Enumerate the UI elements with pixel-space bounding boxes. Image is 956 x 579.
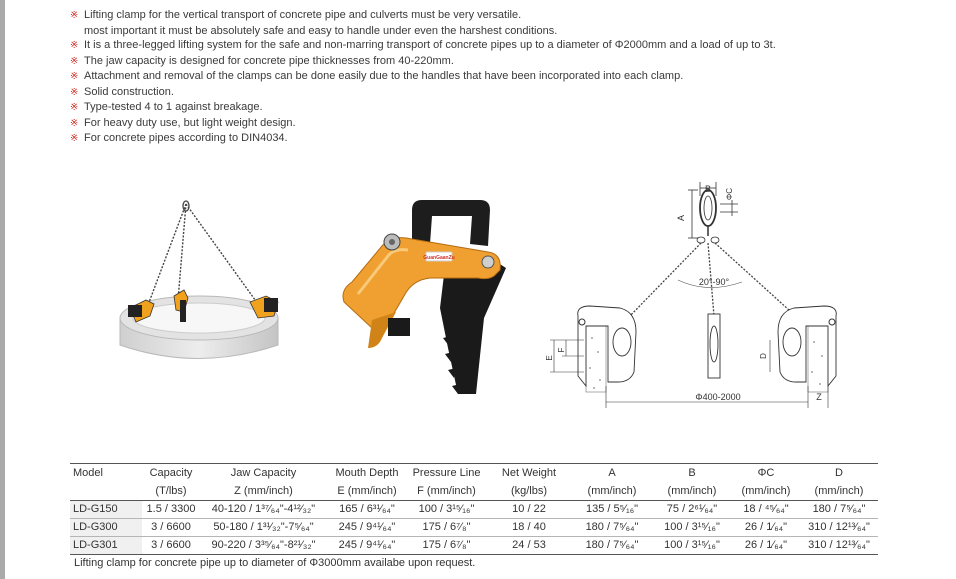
bullet-mark: ※	[70, 40, 79, 51]
feature-item	[70, 116, 930, 132]
bullet-mark: ※	[70, 55, 79, 67]
th-mouth-depth: Mouth Depth	[327, 464, 407, 483]
feature-item	[70, 131, 930, 147]
clamp-brand-logo: GuanGaanZu	[423, 255, 455, 261]
table-row	[70, 501, 878, 519]
feature-item	[70, 85, 930, 101]
feature-list	[70, 8, 930, 147]
unit-cell: (T/lbs)	[142, 482, 200, 501]
th-pressure-line: Pressure Line	[407, 464, 486, 483]
dim-label-b: B	[704, 184, 712, 194]
feature-text: It is a three-legged lifting system for the safe and non-marring transport of concrete pipes up to a diameter of Φ2000mm and a load of up to 3t.	[84, 39, 776, 51]
table-cell: 24 / 53	[486, 537, 572, 555]
table-cell: 100 / 3¹⁵⁄₁₆"	[652, 519, 732, 537]
table-header-row	[70, 464, 878, 483]
table-cell: 90-220 / 3³⁵⁄₆₄"-8²¹⁄₃₂"	[200, 537, 327, 555]
th-d: D	[800, 464, 878, 483]
spec-table	[70, 463, 878, 555]
cell-model: LD-G150	[70, 501, 142, 519]
feature-text: The jaw capacity is designed for concrete pipe thicknesses from 40-220mm.	[84, 54, 454, 67]
feature-item	[70, 69, 930, 85]
table-cell: 100 / 3¹⁵⁄₁₆"	[652, 537, 732, 555]
feature-text: Type-tested 4 to 1 against breakage.	[84, 101, 263, 113]
bullet-mark: ※	[70, 86, 79, 98]
dim-label-diameter: Φ400-2000	[695, 392, 741, 402]
feature-item-continued	[70, 24, 930, 39]
feature-item	[70, 100, 930, 116]
table-cell: 175 / 6⁷⁄₈"	[407, 537, 486, 555]
unit-cell: (kg/lbs)	[486, 482, 572, 501]
unit-cell: (mm/inch)	[800, 482, 878, 501]
th-a: A	[572, 464, 652, 483]
table-cell: 175 / 6⁷⁄₈"	[407, 519, 486, 537]
th-b: B	[652, 464, 732, 483]
unit-cell: (mm/inch)	[572, 482, 652, 501]
table-cell: 1.5 / 3300	[142, 501, 200, 519]
table-cell: 3 / 6600	[142, 519, 200, 537]
feature-text: Solid construction.	[84, 85, 174, 98]
table-row	[70, 537, 878, 555]
table-cell: 100 / 3¹⁵⁄₁₆"	[407, 501, 486, 519]
feature-text: For heavy duty use, but light weight design.	[84, 116, 296, 129]
cell-model: LD-G300	[70, 519, 142, 537]
dim-label-a: A	[676, 214, 686, 222]
feature-item	[70, 54, 930, 70]
table-cell: 180 / 7⁵⁄₆₄"	[572, 537, 652, 555]
bullet-mark: ※	[70, 117, 79, 129]
unit-cell: F (mm/inch)	[407, 482, 486, 501]
table-cell: 135 / 5⁵⁄₁₆"	[572, 501, 652, 519]
dim-label-z: Z	[816, 392, 822, 402]
feature-text: For concrete pipes according to DIN4034.	[84, 132, 288, 144]
feature-text: Attachment and removal of the clamps can be done easily due to the handles that have been incorporated into each clamp.	[84, 70, 684, 82]
left-edge-bar	[0, 0, 5, 579]
unit-cell	[70, 482, 142, 501]
dim-label-f: F	[557, 347, 566, 353]
table-cell: 180 / 7⁵⁄₆₄"	[572, 519, 652, 537]
dim-label-d: D	[759, 353, 768, 359]
table-cell: 26 / 1⁄₆₄"	[732, 519, 800, 537]
table-cell: 75 / 2⁶¹⁄₆₄"	[652, 501, 732, 519]
table-cell: 18 / ⁴⁵⁄₆₄"	[732, 501, 800, 519]
dim-label-phic: ΦC	[725, 187, 734, 201]
feature-item	[70, 38, 930, 54]
table-units-row	[70, 482, 878, 501]
clamp-product-illustration	[338, 198, 510, 398]
table-cell: 310 / 12¹³⁄₆₄"	[800, 519, 878, 537]
bullet-mark: ※	[70, 102, 79, 113]
table-cell: 310 / 12¹³⁄₆₄"	[800, 537, 878, 555]
unit-cell: (mm/inch)	[652, 482, 732, 501]
table-cell: 3 / 6600	[142, 537, 200, 555]
th-model: Model	[70, 464, 142, 483]
feature-text: Lifting clamp for the vertical transport of concrete pipe and culverts must be very versatile.	[84, 9, 522, 21]
dim-label-e: E	[545, 355, 554, 361]
table-cell: 245 / 9⁴¹⁄₆₄"	[327, 519, 407, 537]
th-capacity: Capacity	[142, 464, 200, 483]
feature-text: most important it must be absolutely safe and easy to handle under even the harshest conditions.	[84, 24, 558, 37]
table-cell: 10 / 22	[486, 501, 572, 519]
footnote: Lifting clamp for concrete pipe up to diameter of Φ3000mm availabe upon request.	[74, 557, 476, 569]
th-jaw-capacity: Jaw Capacity	[200, 464, 327, 483]
table-cell: 245 / 9⁴¹⁄₆₄"	[327, 537, 407, 555]
table-row	[70, 519, 878, 537]
bullet-mark: ※	[70, 71, 79, 82]
th-net-weight: Net Weight	[486, 464, 572, 483]
unit-cell: (mm/inch)	[732, 482, 800, 501]
chain-angle-label: 20°-90°	[698, 277, 730, 287]
pipe-lifting-illustration	[118, 200, 283, 370]
unit-cell: E (mm/inch)	[327, 482, 407, 501]
unit-cell: Z (mm/inch)	[200, 482, 327, 501]
cell-model: LD-G301	[70, 537, 142, 555]
dimension-diagram	[538, 176, 848, 412]
table-cell: 18 / 40	[486, 519, 572, 537]
feature-item	[70, 8, 930, 24]
table-cell: 165 / 6³¹⁄₆₄"	[327, 501, 407, 519]
bullet-mark: ※	[70, 10, 79, 21]
table-cell: 180 / 7⁵⁄₆₄"	[800, 501, 878, 519]
table-cell: 50-180 / 1³¹⁄₃₂"-7⁵⁄₆₄"	[200, 519, 327, 537]
table-cell: 26 / 1⁄₆₄"	[732, 537, 800, 555]
table-cell: 40-120 / 1³⁷⁄₆₄"-4¹²⁄₃₂"	[200, 501, 327, 519]
bullet-mark: ※	[70, 133, 79, 144]
th-phic: ΦC	[732, 464, 800, 483]
